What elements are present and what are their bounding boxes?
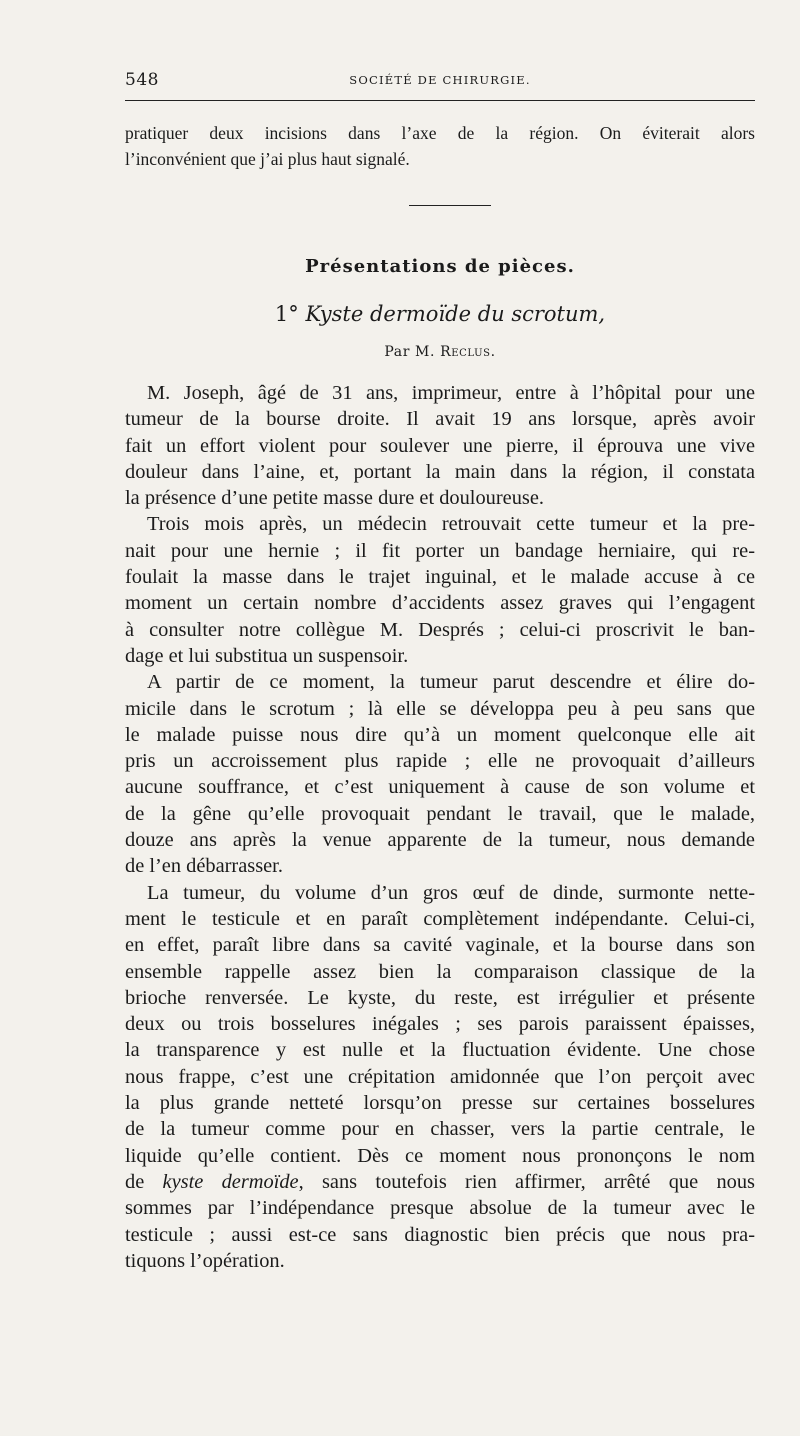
section-divider (409, 205, 491, 206)
text-line: nait pour une hernie ; il fit porter un bandage herniaire, qui re- (125, 539, 755, 562)
subsection-number: 1° (274, 302, 299, 326)
section-title: Présentations de pièces. (305, 256, 575, 277)
text-line: en effet, paraît libre dans sa cavité vaginale, et la bourse dans son (125, 934, 755, 957)
subsection-title (125, 302, 755, 326)
byline (125, 344, 755, 360)
text-line: ment le testicule et en paraît complètement indépendante. Celui-ci, (125, 907, 755, 930)
text-line-with-italic (125, 1169, 755, 1195)
line-fragment: , sans toutefois rien affirmer, arrêté que nous (298, 1170, 755, 1193)
page-number: 548 (125, 70, 159, 90)
byline-prefix: Par M. (384, 344, 436, 360)
text-line: moment un certain nombre d’accidents assez graves qui l’engagent (125, 592, 755, 615)
italic-term: kyste dermoïde (162, 1170, 299, 1193)
text-line: brioche renversée. Le kyste, du reste, est irrégulier et présente (125, 986, 755, 1009)
text-line: la présence d’une petite masse dure et douloureuse. (125, 487, 544, 510)
text-line: de la tumeur comme pour en chasser, vers la partie centrale, le (125, 1118, 755, 1141)
text-line: La tumeur, du volume d’un gros œuf de dinde, surmonte nette- (147, 881, 755, 904)
text-line: M. Joseph, âgé de 31 ans, imprimeur, entre à l’hôpital pour une (147, 382, 755, 404)
text-line: pris un accroissement plus rapide ; elle ne provoquait d’ailleurs (125, 750, 755, 773)
text-line: sommes par l’indépendance presque absolue de la tumeur avec le (125, 1197, 755, 1220)
journal-title: SOCIÉTÉ DE CHIRURGIE. (349, 73, 531, 87)
intro-paragraph (125, 120, 755, 172)
article-body (125, 380, 755, 1274)
text-line: à consulter notre collègue M. Després ; celui-ci proscrivit le ban- (125, 618, 755, 641)
text-line: testicule ; aussi est-ce sans diagnostic bien précis que nous pra- (125, 1223, 755, 1246)
text-line: l’inconvénient que j’ai plus haut signalé. (125, 149, 410, 169)
header-rule (125, 100, 755, 101)
text-line: la transparence y est nulle et la fluctuation évidente. Une chose (125, 1039, 755, 1062)
text-line: aucune souffrance, et c’est uniquement à cause de son volume et (125, 776, 755, 799)
running-header (125, 70, 755, 94)
text-line: la plus grande netteté lorsqu’on presse sur certaines bosselures (125, 1092, 755, 1115)
text-line: ensemble rappelle assez bien la comparaison classique de la (125, 960, 755, 983)
text-line: de la gêne qu’elle provoquait pendant le travail, que le malade, (125, 802, 755, 825)
text-line: douleur dans l’aine, et, portant la main dans la région, il constata (125, 460, 755, 483)
byline-author: Reclus. (440, 344, 496, 360)
text-line: douze ans après la venue apparente de la tumeur, nous demande (125, 829, 755, 852)
text-line: le malade puisse nous dire qu’à un moment quelconque elle ait (125, 723, 755, 746)
text-line: dage et lui substitua un suspensoir. (125, 644, 409, 667)
text-line: liquide qu’elle contient. Dès ce moment nous prononçons le nom (125, 1144, 755, 1167)
text-line: foulait la masse dans le trajet inguinal, et le malade accuse à ce (125, 566, 755, 589)
text-line: pratiquer deux incisions dans l’axe de la région. On éviterait alors (125, 123, 755, 143)
text-line: nous frappe, c’est une crépitation amidonnée que l’on perçoit avec (125, 1065, 755, 1088)
text-line: tiquons l’opération. (125, 1249, 285, 1272)
text-line: deux ou trois bosselures inégales ; ses parois paraissent épaisses, (125, 1013, 755, 1036)
line-fragment: de (125, 1170, 163, 1193)
subsection-title-text: Kyste dermoïde du scrotum, (305, 302, 606, 326)
text-line: fait un effort violent pour soulever une pierre, il éprouva une vive (125, 434, 755, 457)
text-line: tumeur de la bourse droite. Il avait 19 ans lorsque, après avoir (125, 408, 755, 431)
text-line: micile dans le scrotum ; là elle se développa peu à peu sans que (125, 697, 755, 720)
text-line: de l’en débarrasser. (125, 855, 283, 878)
text-line: Trois mois après, un médecin retrouvait cette tumeur et la pre- (147, 513, 755, 536)
text-line: A partir de ce moment, la tumeur parut descendre et élire do- (147, 671, 755, 694)
